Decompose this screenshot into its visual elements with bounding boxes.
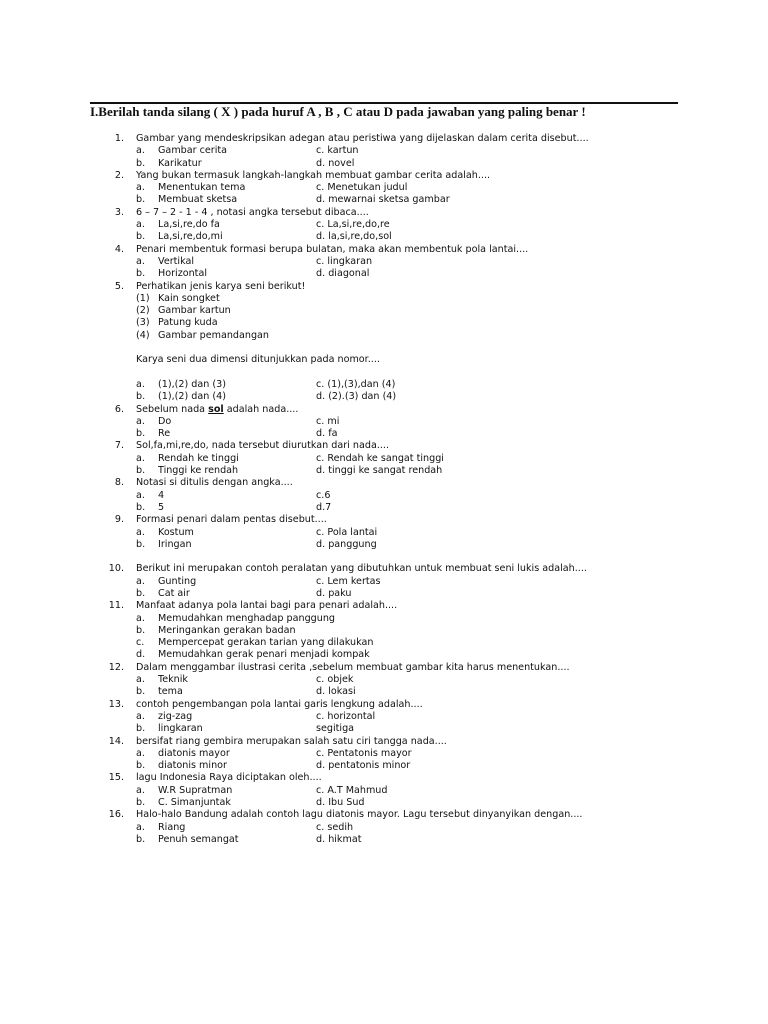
option-d: d. mewarnai sketsa gambar [316, 194, 450, 206]
option-label: b. [136, 428, 146, 440]
option-c: c. horizontal [316, 710, 376, 722]
option-a: Teknik [158, 674, 188, 686]
option-b: (1),(2) dan (4) [158, 391, 226, 403]
question-text: Gambar yang mendeskripsikan adegan atau peristiwa yang dijelaskan dalam cerita disebut.... [136, 133, 589, 144]
option-d: d. lokasi [316, 686, 356, 698]
option-label: a. [136, 378, 145, 390]
question-list [0, 133, 768, 846]
option-label: a. [136, 526, 145, 538]
option-label: b. [136, 268, 146, 280]
question-subtext: Karya seni dua dimensi ditunjukkan pada nomor.... [136, 354, 380, 366]
option-a: Gunting [158, 575, 197, 587]
option-label: b. [136, 624, 146, 636]
question-number: 5. [114, 280, 124, 292]
question-number: 12. [108, 661, 124, 673]
question-number: 4. [114, 243, 124, 255]
option-label: a. [136, 182, 145, 194]
option-c: c. Menetukan judul [316, 182, 408, 194]
option-label: b. [136, 797, 146, 809]
option-label: a. [136, 674, 145, 686]
item-label: (4) [136, 329, 150, 341]
option-label: b. [136, 686, 146, 698]
option-a: Rendah ke tinggi [158, 452, 239, 464]
option-c: c. A.T Mahmud [316, 784, 388, 796]
question-number: 14. [108, 735, 124, 747]
question-7 [0, 440, 768, 477]
option-d: segitiga [316, 723, 355, 735]
option-a: 4 [158, 489, 165, 501]
option-label: b. [136, 538, 146, 550]
question-text: Penari membentuk formasi berupa bulatan, maka akan membentuk pola lantai.... [136, 243, 529, 255]
option-d: d. tinggi ke sangat rendah [316, 465, 443, 477]
question-text: Yang bukan termasuk langkah-langkah membuat gambar cerita adalah.... [136, 169, 491, 181]
question-text: Dalam menggambar ilustrasi cerita ,sebelum membuat gambar kita harus menentukan.... [136, 661, 570, 673]
option-b: Tinggi ke rendah [158, 465, 239, 477]
item-label: (2) [136, 305, 150, 317]
underlined-word: sol [208, 403, 224, 415]
option-b: C. Simanjuntak [158, 797, 231, 809]
option-d: d.7 [316, 501, 332, 513]
option-d: d. paku [316, 587, 352, 599]
question-number: 10. [108, 563, 124, 575]
option-d: d. Ibu Sud [316, 797, 365, 809]
option-label: a. [136, 145, 145, 157]
option-c: c. objek [316, 674, 354, 686]
option-d: d. diagonal [316, 268, 370, 280]
option-d: d. la,si,re,do,sol [316, 231, 392, 243]
option-label: b. [136, 760, 146, 772]
option-b: diatonis minor [158, 760, 227, 772]
option-b: Iringan [158, 538, 192, 550]
option-c: c.6 [316, 489, 331, 501]
option-b: Horizontal [158, 268, 207, 280]
option-b: La,si,re,do,mi [158, 231, 223, 243]
option-label: b. [136, 194, 146, 206]
question-1 [0, 133, 768, 170]
item-text: Gambar pemandangan [158, 329, 270, 341]
option-c: c. sedih [316, 821, 354, 833]
question-text: Berikut ini merupakan contoh peralatan yang dibutuhkan untuk membuat seni lukis adalah.... [136, 563, 587, 575]
option-a: Menentukan tema [158, 182, 246, 194]
option-a: Riang [158, 821, 186, 833]
option-label: b. [136, 587, 146, 599]
option-c: c. Pentatonis mayor [316, 747, 412, 759]
question-14 [0, 736, 768, 773]
option-d: d. novel [316, 157, 355, 169]
option-label: a. [136, 415, 145, 427]
question-4 [0, 244, 768, 281]
instruction-title: I.Berilah tanda silang ( X ) pada huruf A , B , C atau D pada jawaban yang paling benar ! [90, 104, 586, 119]
option-b: 5 [158, 501, 165, 513]
option-a: La,si,re,do fa [158, 219, 220, 231]
question-13 [0, 699, 768, 736]
option-label: b. [136, 465, 146, 477]
question-number: 9. [114, 514, 124, 526]
option-b: lingkaran [158, 723, 203, 735]
option-label: a. [136, 710, 145, 722]
option-c: c. kartun [316, 145, 359, 157]
question-number: 8. [114, 477, 124, 489]
option-a: W.R Supratman [158, 784, 233, 796]
option-label: b. [136, 391, 146, 403]
option-d: d. fa [316, 428, 338, 440]
option-d: d. (2).(3) dan (4) [316, 391, 397, 403]
question-text: Sebelum nada sol adalah nada.... [136, 403, 299, 415]
question-number: 13. [108, 698, 124, 710]
option-label: a. [136, 747, 145, 759]
question-number: 15. [108, 772, 124, 784]
option-a: zig-zag [158, 710, 193, 722]
option-b: Karikatur [158, 157, 202, 169]
option-a: Kostum [158, 526, 194, 538]
question-number: 6. [114, 403, 124, 415]
question-number: 7. [114, 440, 124, 452]
question-text: lagu Indonesia Raya diciptakan oleh.... [136, 772, 322, 784]
option-c: c. lingkaran [316, 255, 373, 267]
option-label: a. [136, 219, 145, 231]
question-text: 6 – 7 – 2 - 1 - 4 , notasi angka tersebut dibaca.... [136, 206, 369, 218]
question-text: Perhatikan jenis karya seni berikut! [136, 280, 306, 292]
option-d: Memudahkan gerak penari menjadi kompak [158, 649, 370, 661]
option-c: Mempercepat gerakan tarian yang dilakukan [158, 637, 374, 649]
question-2 [0, 170, 768, 207]
question-10 [0, 563, 768, 600]
question-text: Manfaat adanya pola lantai bagi para penari adalah.... [136, 600, 398, 612]
option-label: a. [136, 489, 145, 501]
option-label: b. [136, 231, 146, 243]
option-label: b. [136, 157, 146, 169]
option-d: d. hikmat [316, 833, 362, 845]
option-b: Cat air [158, 587, 190, 599]
question-16 [0, 809, 768, 846]
option-c: c. Lem kertas [316, 575, 381, 587]
question-number: 1. [114, 133, 124, 144]
question-8 [0, 477, 768, 514]
option-label: b. [136, 501, 146, 513]
option-b: tema [158, 686, 183, 698]
item-text: Kain songket [158, 292, 220, 304]
option-b: Meringankan gerakan badan [158, 624, 296, 636]
question-number: 11. [108, 600, 124, 612]
option-d: d. pentatonis minor [316, 760, 411, 772]
option-c: c. Rendah ke sangat tinggi [316, 452, 444, 464]
question-text: Halo-halo Bandung adalah contoh lagu diatonis mayor. Lagu tersebut dinyanyikan dengan.... [136, 809, 583, 821]
option-a: (1),(2) dan (3) [158, 378, 226, 390]
question-number: 16. [108, 809, 124, 821]
question-12 [0, 662, 768, 699]
option-c: c. Pola lantai [316, 526, 378, 538]
option-label: a. [136, 255, 145, 267]
question-number: 2. [114, 169, 124, 181]
option-label: a. [136, 821, 145, 833]
question-text: contoh pengembangan pola lantai garis lengkung adalah.... [136, 698, 423, 710]
option-label: a. [136, 612, 145, 624]
option-b: Penuh semangat [158, 833, 239, 845]
item-text: Gambar kartun [158, 305, 231, 317]
question-text: Formasi penari dalam pentas disebut.... [136, 514, 327, 526]
option-a: Gambar cerita [158, 145, 228, 157]
question-text: Sol,fa,mi,re,do, nada tersebut diurutkan dari nada.... [136, 440, 390, 452]
option-label: b. [136, 723, 146, 735]
question-9 [0, 514, 768, 551]
option-label: a. [136, 452, 145, 464]
question-text: bersifat riang gembira merupakan salah satu ciri tangga nada.... [136, 735, 447, 747]
option-a: Vertikal [158, 255, 195, 267]
option-d: d. panggung [316, 538, 377, 550]
option-label: c. [136, 637, 145, 649]
option-b: Re [158, 428, 171, 440]
question-number: 3. [114, 206, 124, 218]
question-15 [0, 772, 768, 809]
option-a: Memudahkan menghadap panggung [158, 612, 336, 624]
item-label: (1) [136, 292, 150, 304]
option-a: diatonis mayor [158, 747, 230, 759]
question-3 [0, 207, 768, 244]
question-11 [0, 600, 768, 661]
option-label: b. [136, 833, 146, 845]
item-label: (3) [136, 317, 150, 329]
question-6 [0, 404, 768, 441]
item-text: Patung kuda [158, 317, 218, 329]
option-a: Do [158, 415, 172, 427]
question-text: Notasi si ditulis dengan angka.... [136, 477, 293, 489]
option-b: Membuat sketsa [158, 194, 238, 206]
option-c: c. mi [316, 415, 340, 427]
option-c: c. La,si,re,do,re [316, 219, 390, 231]
option-label: d. [136, 649, 146, 661]
option-c: c. (1),(3),dan (4) [316, 378, 396, 390]
question-5 [0, 281, 768, 404]
option-label: a. [136, 575, 145, 587]
option-label: a. [136, 784, 145, 796]
